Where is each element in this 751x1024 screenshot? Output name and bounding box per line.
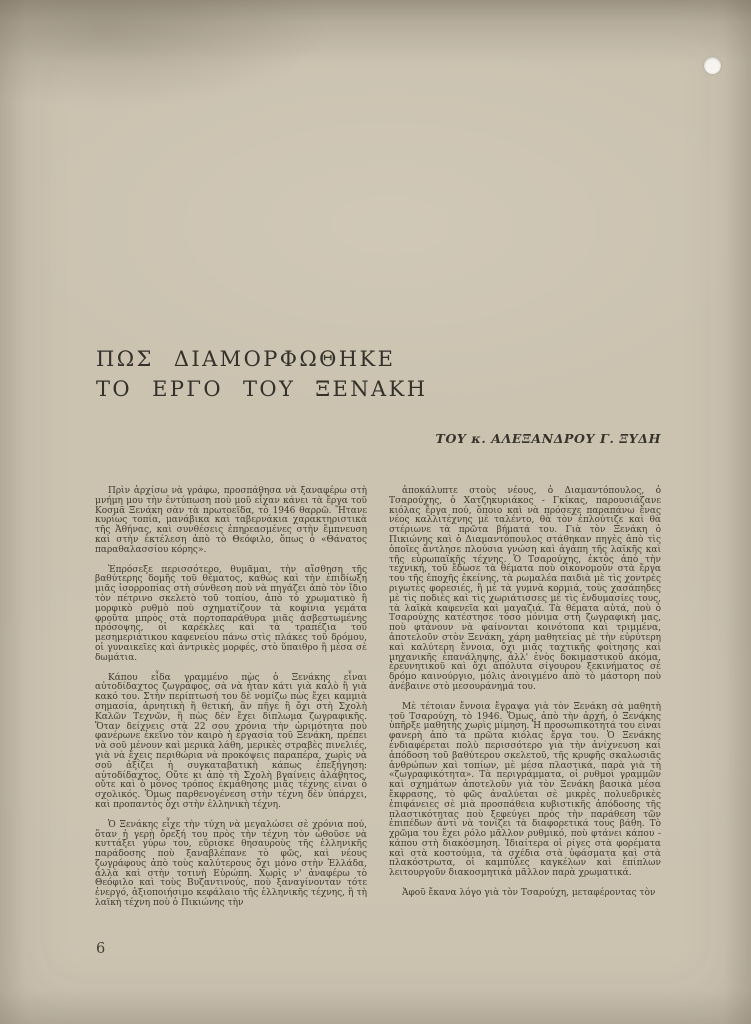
- paragraph: ἀποκάλυπτε στοὺς νέους, ὁ Διαμαντόπουλος, ὁ Τσαρούχης, ὁ Χατζηκυριάκος - Γκίκας, παρουσιάζανε κιόλας ἔργα πού, ὅποιο καὶ νὰ πρόσεχε παραπάνω ἕνας νέος καλλιτέχνης μὲ ταλέντο, θὰ τὸν ἐπλούτιζε καὶ θὰ στέριωνε τὰ πρῶτα βήματά του. Γιὰ τὸν Ξενάκη ὁ Πικιώνης καὶ ὁ Διαμαντόπουλος στάθηκαν πηγὲς ἀπὸ τὶς ὁποῖες ἄντλησε πλούσια γνώση καὶ ἀγάπη τῆς λαϊκῆς καὶ τῆς εὐρωπαϊκῆς τέχνης. Ὁ Τσαρούχης, ἐκτὸς ἀπὸ τὴν τεχνική, τοῦ ἔδωσε τὰ θέματα ποὺ οἰκονομοῦν στὰ ἔργα του τῆς ἐποχῆς ἐκείνης, τὰ ρωμαλέα παιδιὰ μὲ τὶς χοντρὲς ριγωτὲς φορεσιές, ἢ μὲ τὰ γυμνὰ κορμιά, τοὺς χασάπηδες μὲ τὶς ποδιὲς καὶ τὶς χωριάτισσες μὲ τὶς ἐνδυμασίες τους, τὰ λαϊκὰ καφενεῖα καὶ μαγαζιά. Τὰ θέματα αὐτά, ποὺ ὁ Τσαρούχης κατέστησε τόσο μόνιμα στὴ ζωγραφική μας, ποὺ φτάνουν νὰ φαίνονται κοινότοπα καὶ τριμμένα, ἀποτελοῦν στὸν Ξενάκη, χάρη μαθητείας μὲ τὴν εὐρύτερη καὶ καλύτερη ἔννοια, ὄχι μιᾶς ταχτικῆς φοίτησης καὶ μηχανικῆς ἐπανάληψης, ἀλλ' ἑνὸς δοκιμαστικοῦ ἀκόμα, ἐρευνητικοῦ καὶ ὄχι ἀπόλυτα σίγουρου ξεκινήματος σὲ δρόμο καινούργιο, μόλις ἀνοιγμένο ἀπὸ τὸ μάστορη ποὺ ἀνέβαινε στὸ μεσουράνημά του.: [389, 486, 661, 692]
- paragraph: Πρὶν ἀρχίσω νὰ γράφω, προσπάθησα νὰ ξαναφέρω στὴ μνήμη μου τὴν ἐντύπωση ποὺ μοῦ εἶχαν κάνει τὰ ἔργα τοῦ Κοσμᾶ Ξενάκη σὰν τὰ πρωτοεῖδα, τὸ 1946 θαρρῶ. Ἤτανε κυρίως τοπία, μανάβικα καὶ ταβερνάκια χαρακτηριστικὰ τῆς Ἀθήνας, καὶ συνθέσεις ἐπηρεασμένες στὴν ἔμπνευση καὶ στὴν ἐκτέλεση ἀπὸ τὸ Θεόφιλο, ὅπως ὁ «Θάνατος παραθαλασσίου κόρης».: [95, 486, 367, 555]
- paragraph: Ἐπρόσεξε περισσότερο, θυμᾶμαι, τὴν αἴσθηση τῆς βαθύτερης δομῆς τοῦ θέματος, καθὼς καὶ τὴν ἐπιδίωξη μιᾶς ἰσορροπίας στὴ σύνθεση ποὺ νὰ πηγάζει ἀπὸ τὸν ἴδιο τὸν πέτρινο σκελετὸ τοῦ τοπίου, ἀπὸ τὸ χρωματικὸ ἢ μορφικὸ ρυθμὸ ποὺ σχηματίζουν τὰ κοφίνια γεμάτα φροῦτα μπρὸς στὰ πορτοπαράθυρα μιᾶς ἀσβεστωμένης πρόσοψης, οἱ καρέκλες καὶ τὰ τραπέζια τοῦ μεσημεριάτικου καφενείου πάνω στὶς πλάκες τοῦ δρόμου, οἱ γυναικεῖες καὶ ἀντρικὲς μορφές, στὸ ὕπαιθρο ἢ μέσα σὲ δωμάτια.: [95, 564, 367, 663]
- paragraph: Κάπου εἶδα γραμμένο πὼς ὁ Ξενάκης εἶναι αὐτοδίδαχτος ζωγράφος, σὰ νὰ ἦταν κάτι γιὰ καλὸ ἢ γιὰ κακό του. Στὴν περίπτωσή του δὲ νομίζω πὼς ἔχει καμμιὰ σημασία, ἀρνητικὴ ἢ θετική, ἂν πῆγε ἢ ὄχι στὴ Σχολὴ Καλῶν Τεχνῶν, ἢ πὼς δὲν ἔχει δίπλωμα ζωγραφικῆς. Ὅταν δείχνεις στὰ 22 σου χρόνια τὴν ὡριμότητα ποὺ φανέρωνε ἐκεῖνο τὸν καιρὸ ἡ ἐργασία τοῦ Ξενάκη, πρέπει νὰ σοῦ μένουν καὶ μερικὰ λάθη, μερικὲς στραβὲς πινελιές, γιὰ νὰ ἔχεις περιθώρια νὰ προκόψεις παραπέρα, χωρὶς νὰ σοῦ ἀξίζει ἡ συγκαταβατικὴ κάπως ἐπεξήγηση: αὐτοδίδαχτος. Οὔτε κι ἀπὸ τὴ Σχολὴ βγαίνεις ἀλάθητος, οὔτε καὶ ὁ μόνος τρόπος ἐκμάθησης μιᾶς τέχνης εἶναι ὁ σχολικός. Ὅμως παρθενογένεση στὴν τέχνη δὲν ὑπάρχει, καὶ προπαντὸς ὄχι στὴν ἑλληνικὴ τέχνη.: [95, 672, 367, 810]
- title-line-2: ΤΟ ΕΡΓΟ ΤΟΥ ΞΕΝΑΚΗ: [96, 377, 428, 401]
- paragraph: Μὲ τέτοιαν ἔννοια ἔγραψα γιὰ τὸν Ξενάκη σὰ μαθητὴ τοῦ Τσαρούχη, τὸ 1946. Ὅμως, ἀπὸ τὴν ἀρχή, ὁ Ξενάκης ὑπῆρξε μαθητὴς χωρὶς μίμηση. Ἡ προσωπικότητά του εἶναι φανερὴ ἀπὸ τὰ πρῶτα κιόλας ἔργα του. Ὁ Ξενάκης ἐνδιαφέρεται πολὺ περισσότερο γιὰ τὴν ἀνίχνευση καὶ ἀπόδοση τοῦ βαθύτερου σκελετοῦ, τῆς κρυφῆς σκαλωσιᾶς ἀνθρώπων καὶ τοπίων, μὲ μέσα πλαστικά, παρὰ γιὰ τὴ «ζωγραφικότητα». Τὰ περιγράμματα, οἱ ρυθμοὶ γραμμῶν καὶ σχημάτων ἀποτελοῦν γιὰ τὸν Ξενάκη βασικὰ μέσα ἔκφρασης, τὸ φῶς ἀναλύεται σὲ μικρὲς πολυεδρικὲς ἐπιφάνειες σὲ μιὰ προσπάθεια κυβιστικῆς ἀπόδοσης τῆς πλαστικότητας ποὺ ξεφεύγει πρὸς τὴν παράθεση τῶν ἐπιπέδων ἀντὶ νὰ τονίζει τὰ διαφορετικά τους βάθη. Τὸ χρῶμα του ἔχει ρόλο μᾶλλον ρυθμικό, ποὺ φτάνει κάπου - κάπου στὴ διακόσμηση. Ἰδιαίτερα οἱ ρίγες στὰ φορέματα καὶ στὰ κοστούμια, τὰ σχέδια στὰ ὑφάσματα καὶ στὰ πλακόστρωτα, οἱ καμπύλες καγκέλων καὶ ἐπίπλων λειτουργοῦν διακοσμητικὰ μᾶλλον παρὰ χρωματικά.: [389, 701, 661, 879]
- article-body: [95, 487, 661, 909]
- page-number: 6: [96, 941, 106, 957]
- paragraph: Ὁ Ξενάκης εἶχε τὴν τύχη νὰ μεγαλώσει σὲ χρόνια πού, ὅταν ἡ γερὴ ὄρεξή του πρὸς τὴν τέχνη τὸν ὠθοῦσε νὰ κυττάξει γύρω του, εὕρισκε θησαυροὺς τῆς ἑλληνικῆς παράδοσης ποὺ ξαναβλέπανε τὸ φῶς, καὶ νέους ζωγράφους ἀπὸ τοὺς καλύτερους ὄχι μόνο στὴν Ἑλλάδα, ἀλλὰ καὶ στὴν τοτινὴ Εὐρώπη. Χωρὶς ν' ἀναφέρω τὸ Θεόφιλο καὶ τοὺς Βυζαντινούς, ποὺ ξαναγίνονταν τότε ἐνεργό, ἀξιοποιήσιμο κεφάλαιο τῆς ἑλληνικῆς τέχνης, ἢ τὴ λαϊκὴ τέχνη ποὺ ὁ Πικιώνης τὴν: [95, 819, 367, 909]
- page-title: [96, 344, 427, 404]
- byline: ΤΟΥ κ. ΑΛΕΞΑΝΔΡΟΥ Γ. ΞΥΔΗ: [435, 431, 661, 446]
- text-column-right: [389, 487, 661, 909]
- paragraph: Ἀφοῦ ἔκανα λόγο γιὰ τὸν Τσαρούχη, μεταφέροντας τὸν: [402, 888, 656, 899]
- punch-hole: [704, 57, 721, 74]
- text-column-left: [95, 487, 367, 909]
- title-line-1: ΠΩΣ ΔΙΑΜΟΡΦΩΘΗΚΕ: [96, 347, 396, 371]
